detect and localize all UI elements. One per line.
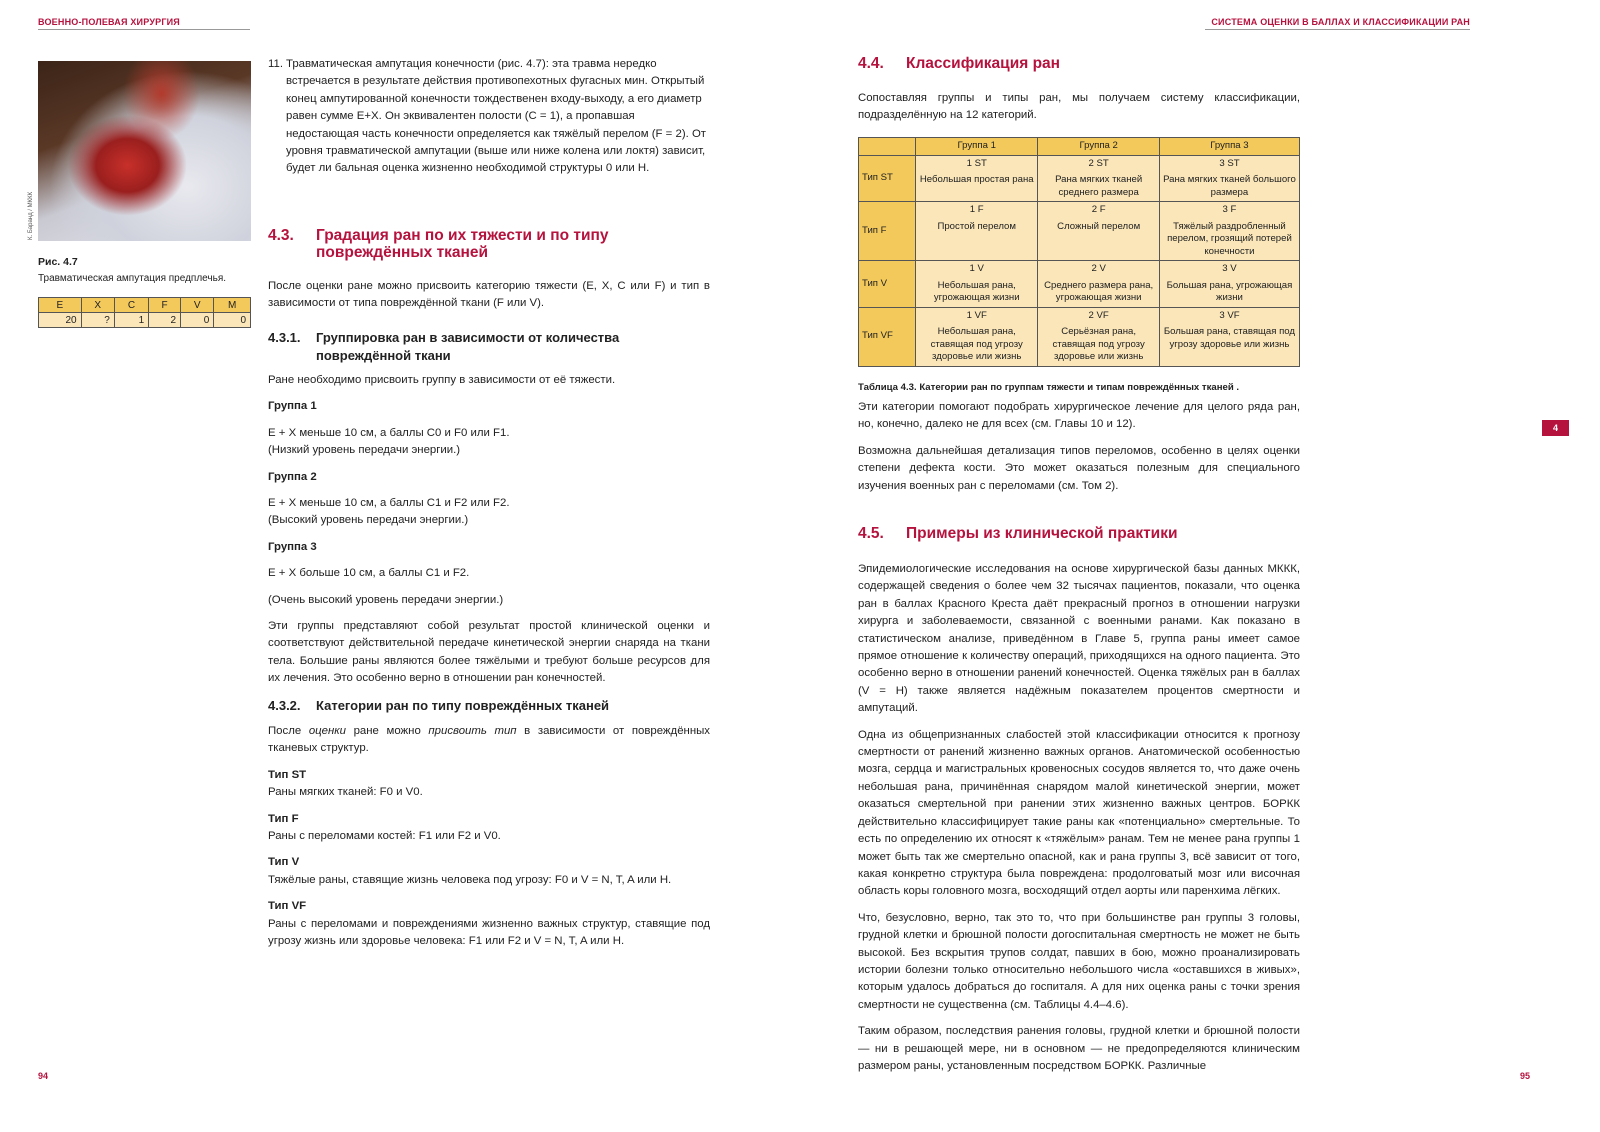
group-intro: Ране необходимо присвоить группу в зависимости от её тяжести. [268, 374, 616, 386]
group-2-note: (Высокий уровень передачи энергии.) [268, 514, 469, 527]
section-number: 4.3.1. [268, 330, 301, 345]
table-cell [1159, 261, 1299, 308]
group-1-note: (Низкий уровень передачи энергии.) [268, 444, 461, 457]
section-number: 4.4. [858, 55, 884, 72]
groups-paragraph: Эти группы представляют собой результат простой клинической оценки и соответствуют действительной передаче кинетической энергии снаряда на ткани тела. Большие раны являются более тяжёлыми и требуют больше ресурсов для их лечения. Это особенно верно в отношении ран конечностей. [268, 620, 710, 685]
section-4-3-paragraph: После оценки ране можно присвоить категорию тяжести (E, X, C или F) и тип в зависимости от типа повреждённой ткани (F или V). [268, 280, 710, 310]
cell-desc: Большая рана, угрожающая жизни [1166, 279, 1293, 303]
cell-code: 1 VF [966, 309, 987, 321]
cell-desc: Среднего размера рана, угрожающая жизни [1044, 279, 1154, 303]
row-label: Тип VF [859, 307, 916, 366]
table-cell [1038, 155, 1159, 202]
group-1-line: E + X меньше 10 см, а баллы C0 и F0 или F1. [268, 426, 510, 439]
row-label: Тип ST [859, 155, 916, 202]
paragraph: Таким образом, последствия ранения головы, грудной клетки и брюшной полости — ни в решающей мере, ни в основном — не предопределяются клиническим размером раны, установленным посредством БОРКК. Различные [858, 1025, 1300, 1072]
classification-header-cell: Группа 3 [1159, 138, 1299, 156]
table-row [859, 155, 1300, 202]
score-value-row [39, 313, 251, 328]
types-intro-italic: оценки [308, 725, 346, 737]
cell-desc: Серьёзная рана, ставящая под угрозу здоровье или жизнь [1052, 326, 1145, 362]
cell-code: 1 ST [966, 157, 987, 169]
cell-code: 1 V [969, 263, 984, 274]
section-title: Классификация ран [906, 55, 1061, 72]
cell-desc: Небольшая простая рана [919, 174, 1034, 185]
amputation-photo [38, 61, 251, 241]
left-page-text [268, 56, 710, 178]
table-row [859, 307, 1300, 366]
section-title: Градация ран по их тяжести и по типу повреждённых тканей [316, 227, 609, 261]
cell-code: 2 F [1091, 204, 1106, 215]
type-st-text: Раны мягких тканей: F0 и V0. [268, 786, 423, 799]
type-v-title: Тип V [268, 856, 300, 869]
group-3-line: E + X больше 10 см, а баллы C1 и F2. [268, 567, 470, 580]
type-vf-text: Раны с переломами и повреждениями жизненно важных структур, ставящие под угрозу жизнь или здоровье человека: F1 или F2 и V = N, T, A или H. [268, 917, 710, 948]
group-3-note: (Очень высокий уровень передачи энергии.) [268, 593, 504, 606]
type-f-text: Раны с переломами костей: F1 или F2 и V0. [268, 830, 501, 843]
score-value-cell: 0 [214, 313, 251, 328]
section-number: 4.3.2. [268, 698, 301, 713]
section-4-4-heading [858, 55, 1300, 72]
type-st-title: Тип ST [268, 768, 307, 781]
table-cell [916, 307, 1038, 366]
cell-desc: Сложный перелом [1057, 220, 1141, 232]
types-intro-part: ране можно [345, 725, 429, 737]
table-cell [1038, 307, 1159, 366]
table-row [859, 261, 1300, 308]
row-label: Тип V [859, 261, 916, 308]
table-cell [1038, 202, 1159, 261]
paragraph: Возможна дальнейшая детализация типов переломов, особенно в целях оценки степени дефекта кости. Это может оказаться полезным для специального изучения военных ран с переломами (см. Том 2). [858, 444, 1300, 492]
table-caption: Таблица 4.3. Категории ран по группам тяжести и типам повреждённых тканей . [858, 382, 1240, 393]
section-title: Категории ран по типу повреждённых тканей [316, 698, 610, 713]
running-header-left: ВОЕННО-ПОЛЕВАЯ ХИРУРГИЯ [38, 17, 180, 27]
cell-code: 3 F [1222, 204, 1237, 215]
types-intro-part: После [268, 725, 309, 737]
list-item-11 [268, 56, 710, 178]
cell-code: 1 F [969, 204, 984, 215]
left-types-block [268, 723, 710, 950]
section-4-3-heading [268, 227, 710, 261]
cell-code: 3 ST [1219, 157, 1240, 169]
chapter-tab: 4 [1542, 420, 1569, 436]
classification-corner-cell [859, 138, 916, 156]
score-value-cell: 1 [114, 313, 148, 328]
type-f-title: Тип F [268, 812, 299, 825]
score-value-cell: 20 [39, 313, 82, 328]
table-cell [1159, 307, 1299, 366]
cell-desc: Тяжёлый раздробленный перелом, грозящий потерей конечности [1167, 220, 1292, 257]
score-table [38, 297, 251, 328]
section-number: 4.5. [858, 525, 884, 542]
section-4-5-heading [858, 525, 1300, 542]
cell-code: 2 V [1091, 263, 1106, 274]
table-cell [1159, 155, 1299, 202]
photo-credit: К. Баранд / МККК [28, 191, 34, 240]
types-intro-italic: присвоить тип [428, 725, 517, 737]
classification-table [858, 137, 1300, 367]
table-row [859, 202, 1300, 261]
types-intro [268, 723, 710, 758]
table-cell [1038, 261, 1159, 308]
classification-header-row [859, 138, 1300, 156]
section-4-3-2-heading [268, 697, 710, 715]
score-header-cell: C [114, 298, 148, 313]
score-header-row [39, 298, 251, 313]
type-v-text: Тяжёлые раны, ставящие жизнь человека под угрозу: F0 и V = N, T, A или H. [268, 873, 672, 886]
score-value-cell: 2 [149, 313, 181, 328]
list-item-text: Травматическая ампутация конечности (рис. 4.7): эта травма нередко встречается в результате действия противопехотных фугасных мин. Открытый конец ампутированной конечности тождественен входу-выходу, а его диаметр равен сумме E+X. Он эквивалентен полости (C = 1), а пропавшая недостающая часть конечности определяется как тяжёлый перелом (F = 2). От уровня травматической ампутации (выше или ниже колена или локтя) зависит, будет ли бальная оценка жизненно необходимой структуры 0 или H. [286, 58, 707, 175]
table-cell [916, 202, 1038, 261]
paragraph: Что, безусловно, верно, так это то, что при большинстве ран группы 3 головы, грудной клетки и брюшной полости догоспитальная смертность не может не быть высокой. Без вскрытия трупов солдат, павших в бою, можно проанализировать истории болезни только относительно небольшого числа «оставшихся в живых», которым удалось добраться до госпиталя. А для них оценка раны с точки зрения смертности не существенна (см. Таблицы 4.4–4.6). [858, 911, 1300, 1011]
score-header-cell: E [39, 298, 82, 313]
table-cell [916, 261, 1038, 308]
section-title: Группировка ран в зависимости от количества повреждённой ткани [316, 330, 620, 363]
section-number: 4.3. [268, 227, 294, 244]
score-value-cell: ? [81, 313, 114, 328]
paragraph: Эпидемиологические исследования на основе хирургической базы данных МККК, содержащей сведения о более чем 32 тысячах пациентов, показали, что оценка ран в баллах Красного Креста даёт прекрасный прогноз в отношении нагрузки хирурга и заболеваемости, связанной с военными ранами. Как показано в статистическом анализе, приведённом в Главе 5, группа раны имеет самое прямое отношение к количеству операций, приходящихся на одного пациента. Это особенно верно в отношении ранений конечностей. Оценка тяжёлых ран в баллах (V = H) также является надёжным показателем процентов смертности и ампутаций. [858, 563, 1300, 715]
cell-desc: Небольшая рана, угрожающая жизни [933, 279, 1020, 303]
score-header-cell: V [181, 298, 214, 313]
score-value-cell: 0 [181, 313, 214, 328]
score-header-cell: M [214, 298, 251, 313]
header-rule-right [1205, 29, 1470, 30]
section-4-5-text [858, 561, 1300, 1075]
cell-desc: Простой перелом [937, 220, 1016, 232]
classification-header-cell: Группа 2 [1038, 138, 1159, 156]
figure-title: Рис. 4.7 [38, 256, 78, 268]
cell-desc: Большая рана, ставящая под угрозу здоровье или жизнь [1163, 326, 1296, 350]
left-groups-block [268, 372, 710, 688]
paragraph: Одна из общепризнанных слабостей этой классификации относится к прогнозу смертности от ранений жизненно важных органов. Анатомической особенностью мозга, сердца и магистральных кровеносных сосудов является то, что даже очень небольшая рана, причинённая снарядом малой кинетической энергии, может оказаться смертельной при ранении этих жизненно важных центров. БОРКК действительно классифицирует такие раны как «потенциально» смертельные. То есть по определению их относят к «тяжёлым» ранам. Тем не менее рана группы 1 может быть так же смертельно опасной, как и рана группы 3, всё зависит от того, какая конкретно структура была повреждена: продолговатый мозг или височная область коры головного мозга, восходящий отдел аорты или паренхима лёгких. [858, 728, 1300, 898]
group-2-title: Группа 2 [268, 470, 317, 483]
right-after-table [858, 399, 1300, 495]
header-rule-left [38, 29, 250, 30]
page-number-left: 94 [38, 1071, 49, 1081]
figure-caption: Травматическая ампутация предплечья. [38, 273, 227, 284]
classification-header-cell: Группа 1 [916, 138, 1038, 156]
section-4-4-paragraph: Сопоставляя группы и типы ран, мы получаем систему классификации, подразделённую на 12 категорий. [858, 92, 1300, 122]
page-number-right: 95 [1520, 1071, 1531, 1081]
running-header-right: СИСТЕМА ОЦЕНКИ В БАЛЛАХ И КЛАССИФИКАЦИИ РАН [1211, 17, 1470, 27]
cell-code: 3 V [1222, 263, 1237, 274]
score-header-cell: X [81, 298, 114, 313]
cell-code: 3 VF [1219, 309, 1240, 321]
list-item-number: 11. [268, 58, 283, 70]
cell-code: 2 ST [1088, 157, 1109, 169]
cell-code: 2 VF [1088, 309, 1109, 321]
row-label: Тип F [859, 202, 916, 261]
section-4-3-1-heading [268, 329, 710, 364]
group-3-title: Группа 3 [268, 540, 317, 553]
type-vf-title: Тип VF [268, 900, 307, 913]
table-cell [916, 155, 1038, 202]
cell-desc: Рана мягких тканей большого размера [1163, 174, 1296, 198]
table-cell [1159, 202, 1299, 261]
score-header-cell: F [149, 298, 181, 313]
cell-desc: Небольшая рана, ставящая под угрозу здоровье или жизнь [930, 326, 1023, 362]
paragraph: Эти категории помогают подобрать хирургическое лечение для целого ряда ран, но, конечно, далеко не для всех (см. Главы 10 и 12). [858, 401, 1300, 431]
group-2-line: E + X меньше 10 см, а баллы C1 и F2 или F2. [268, 497, 510, 510]
cell-desc: Рана мягких тканей среднего размера [1055, 174, 1143, 198]
section-title: Примеры из клинической практики [906, 525, 1178, 542]
group-1-title: Группа 1 [268, 400, 317, 413]
types-intro-part: в зависимости от повреждённых тканевых структур. [268, 725, 710, 755]
